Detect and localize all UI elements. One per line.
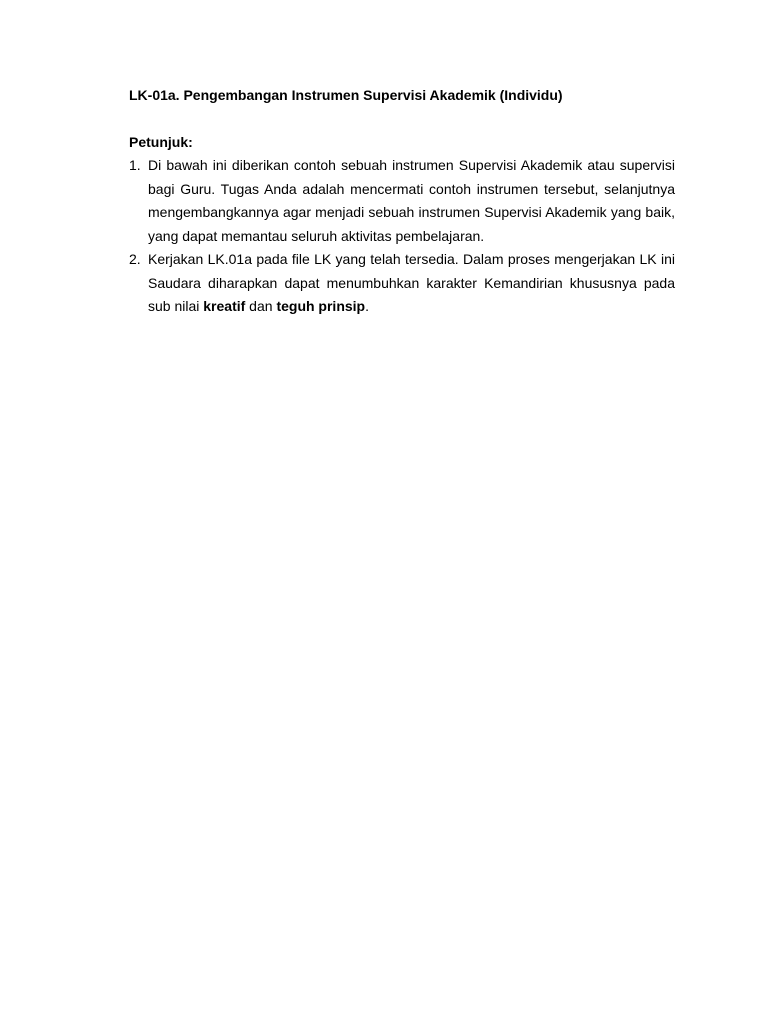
bold-term-teguh-prinsip: teguh prinsip: [276, 298, 366, 314]
list-item-number: 1.: [129, 157, 141, 173]
list-item: [129, 154, 675, 248]
list-item-text-before: Kerjakan LK.01a pada file LK yang telah tersedia. Dalam proses mengerjakan LK ini Saudara diharapkan dapat menumbuhkan karakter Kemandirian khususnya pada sub nilai: [148, 251, 675, 314]
list-item-text-middle: dan: [245, 298, 277, 314]
list-item-text-after: .: [365, 298, 369, 314]
document-page: [129, 84, 675, 319]
document-title: LK-01a. Pengembangan Instrumen Supervisi Akademik (Individu): [129, 87, 563, 103]
list-item: [129, 248, 675, 319]
bold-term-kreatif: kreatif: [203, 298, 246, 314]
list-item-text: Di bawah ini diberikan contoh sebuah instrumen Supervisi Akademik atau supervisi bagi Guru. Tugas Anda adalah mencermati contoh instrumen tersebut, selanjutnya mengembangkannya agar menjadi sebuah instrumen Supervisi Akademik yang baik, yang dapat memantau seluruh aktivitas pembelajaran.: [148, 157, 675, 244]
instructions-heading: Petunjuk:: [129, 133, 193, 150]
list-item-number: 2.: [129, 251, 141, 267]
instructions-list: [129, 154, 675, 319]
